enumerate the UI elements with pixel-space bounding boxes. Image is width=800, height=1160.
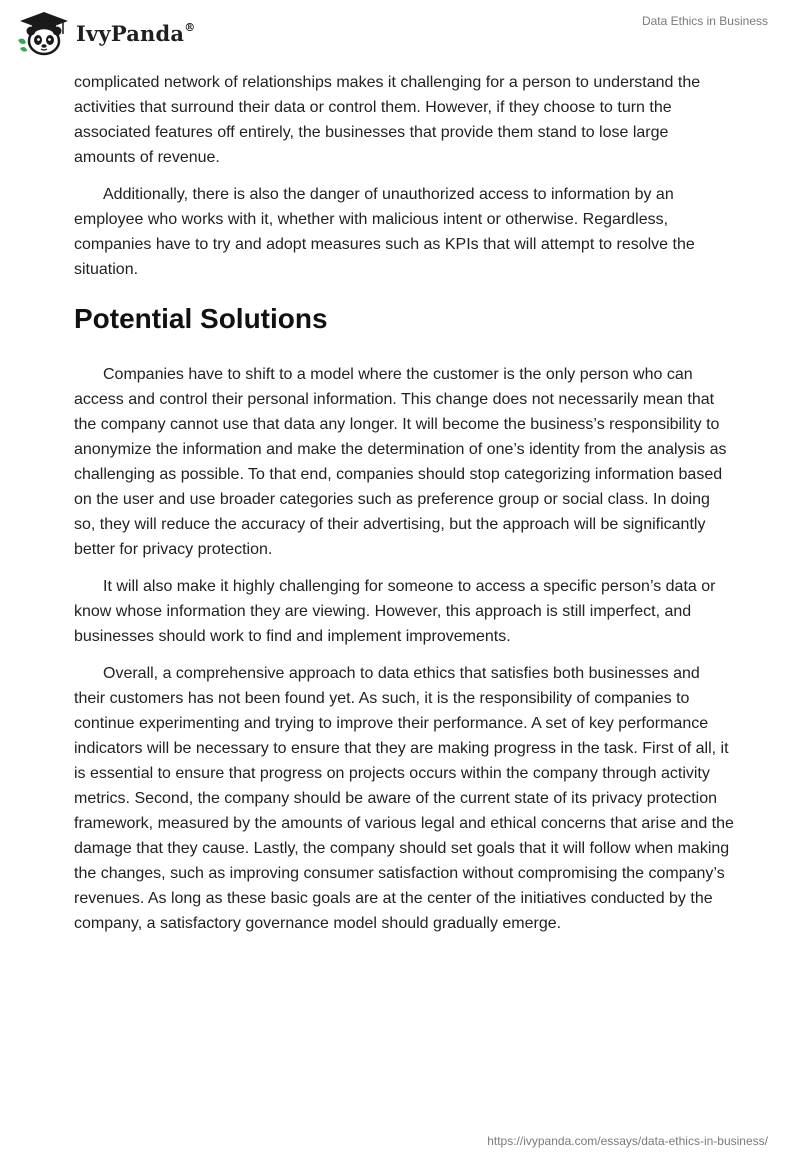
page-header [0, 0, 800, 70]
ivypanda-logo[interactable] [16, 10, 195, 56]
document-title: Data Ethics in Business [641, 14, 768, 28]
panda-graduation-cap-icon [16, 10, 72, 56]
registered-mark: ® [184, 20, 196, 34]
section-heading: Potential Solutions [74, 303, 328, 334]
brand-name [76, 21, 195, 46]
paragraph: Companies have to shift to a model where the customer is the only person who can access and control their personal information. This change does not necessarily mean that the company cannot use that data any longer. It will become the business’s responsibility to anonymize the information and make the determination of one’s identity from the analysis as challenging as possible. To that end, companies should stop categorizing information based on the user and use broader categories such as preference group or social class. In doing so, they will reduce the accuracy of their advertising, but the approach will be significantly better for privacy protection. [74, 366, 727, 558]
essay-content [74, 70, 734, 948]
paragraph: Additionally, there is also the danger of unauthorized access to information by an employee who works with it, whether with malicious intent or otherwise. Regardless, companies have to try and adopt measures such as KPIs that will attempt to resolve the situation. [74, 186, 695, 278]
brand-name-text: IvyPanda [76, 20, 185, 46]
paragraph: It will also make it highly challenging for someone to access a specific person’s data or know whose information they are viewing. However, this approach is still imperfect, and businesses should work to find and implement improvements. [74, 578, 716, 645]
paragraph-continuation: complicated network of relationships makes it challenging for a person to understand the activities that surround their data or control them. However, if they choose to turn the associated features off entirely, the businesses that provide them stand to lose large amounts of revenue. [74, 74, 701, 166]
paragraph: Overall, a comprehensive approach to data ethics that satisfies both businesses and their customers has not been found yet. As such, it is the responsibility of companies to continue experimenting and trying to improve their performance. A set of key performance indicators will be necessary to ensure that they are making progress in the task. First of all, it is essential to ensure that progress on projects occurs within the company through activity metrics. Second, the company should be aware of the current state of its privacy protection framework, measured by the amounts of various legal and ethical concerns that arise and the damage that they cause. Lastly, the company should set goals that it will follow when making the changes, such as improving consumer satisfaction without compromising the company’s revenues. As long as these basic goals are at the center of the initiatives conducted by the company, a satisfactory governance model should gradually emerge. [74, 665, 734, 932]
source-url[interactable]: https://ivypanda.com/essays/data-ethics-in-business/ [487, 1134, 768, 1148]
